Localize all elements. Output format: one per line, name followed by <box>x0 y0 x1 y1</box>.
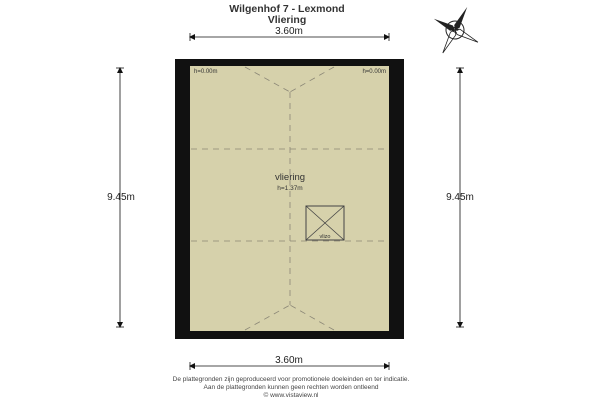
dimension-right <box>446 68 474 327</box>
dimension-top-label: 3.60m <box>275 26 303 37</box>
dimension-bottom-label: 3.60m <box>275 355 303 366</box>
dimension-left-label: 9.45m <box>107 192 135 203</box>
corner-height-left: h=0.00m <box>194 69 218 75</box>
room-height: h=1.37m <box>277 185 303 192</box>
disclaimer-line-1: De plattegronden zijn geproduceerd voor promotionele doeleinden en ter indicatie. <box>172 376 410 383</box>
corner-height-right: h=0.00m <box>362 69 386 75</box>
hatch-label: vlizo <box>319 234 331 240</box>
dimension-right-label: 9.45m <box>446 192 474 203</box>
copyright-line: © www.vistaview.nl <box>263 392 319 399</box>
plan-title-floor: Vliering <box>267 14 307 26</box>
dimension-top <box>190 26 389 41</box>
north-arrow-icon <box>422 0 491 65</box>
dimension-left <box>107 68 135 327</box>
plan-title-address: Wilgenhof 7 - Lexmond <box>229 3 345 15</box>
room-name: vliering <box>274 172 306 183</box>
svg-text:N: N <box>450 25 461 35</box>
dimension-bottom <box>190 355 389 370</box>
disclaimer-line-2: Aan de plattegronden kunnen geen rechten worden ontleend <box>203 384 379 391</box>
attic-floor <box>190 66 389 331</box>
